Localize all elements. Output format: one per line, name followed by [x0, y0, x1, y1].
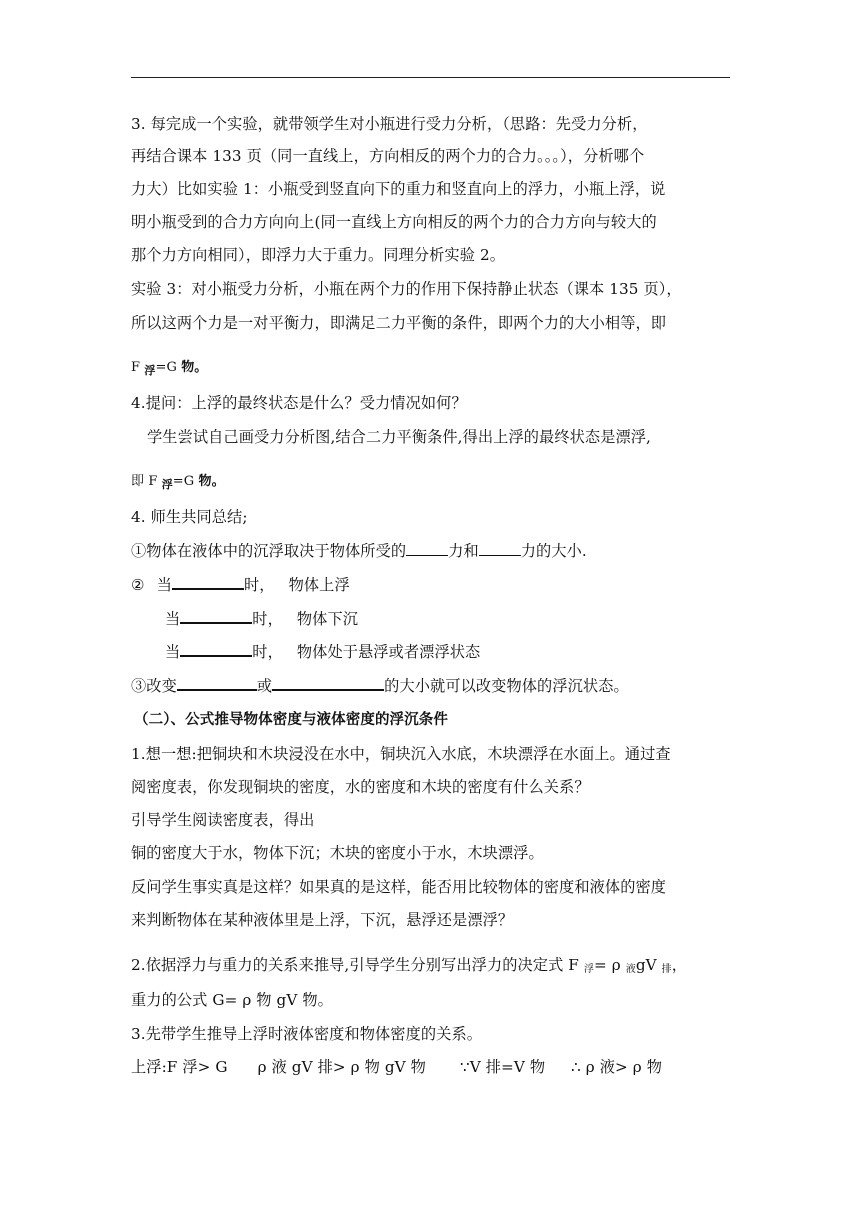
question-text: 当 — [165, 643, 181, 661]
formula-text: =G — [155, 360, 182, 375]
question-text: 的大小就可以改变物体的浮沉状态。 — [384, 677, 629, 695]
text-line: 4. 师生共同总结; — [131, 508, 248, 526]
text-line: 所以这两个力是一对平衡力，即满足二力平衡的条件，即两个力的大小相等，即 — [131, 314, 667, 332]
formula-line — [131, 472, 225, 495]
question-text: 当 — [165, 610, 181, 628]
subscript: 浮 — [583, 964, 594, 975]
answer-blank — [479, 541, 521, 556]
formula-text: ， — [671, 956, 688, 974]
text-line: 4.提问：上浮的最终状态是什么？受力情况如何？ — [131, 394, 467, 412]
formula-text: 。 — [194, 360, 208, 375]
formula-text: 物 — [198, 474, 212, 489]
text-line: 1.想一想:把铜块和木块浸没在水中，铜块沉入水底，木块漂浮在水面上。通过查 — [131, 745, 671, 763]
question-line — [131, 574, 350, 595]
answer-blank — [272, 675, 384, 691]
answer-blank — [180, 608, 252, 624]
answer-blank — [172, 574, 244, 590]
answer-blank — [406, 541, 448, 556]
formula-text: F — [131, 360, 145, 375]
text-line: 来判断物体在某种液体里是上浮，下沉，悬浮还是漂浮？ — [131, 911, 514, 929]
formula-text: ∵V 排=V 物 — [459, 1058, 546, 1076]
text-line: 力大）比如实验 1：小瓶受到竖直向下的重力和竖直向上的浮力，小瓶上浮，说 — [131, 180, 666, 198]
text-line: 阅密度表，你发现铜块的密度，水的密度和木块的密度有什么关系？ — [131, 778, 590, 796]
text-line: 再结合课本 133 页（同一直线上，方向相反的两个力的合力。。。），分析哪个 — [131, 147, 645, 165]
question-line — [165, 641, 480, 662]
formula-text: = ρ — [593, 956, 626, 974]
formula-text: 2.依据浮力与重力的关系来推导,引导学生分别写出浮力的决定式 F — [131, 956, 584, 974]
question-text: 时， — [252, 610, 283, 628]
text-line: 3. 每完成一个实验，就带领学生对小瓶进行受力分析，（思路：先受力分析， — [131, 115, 648, 133]
formula-line — [131, 358, 207, 381]
text-line: 3.先带学生推导上浮时液体密度和物体密度的关系。 — [131, 1025, 483, 1043]
text-line: 明小瓶受到的合力方向向上(同一直线上方向相反的两个力的合力方向与较大的 — [131, 213, 657, 231]
question-text: 时， — [244, 576, 275, 594]
text-line: 重力的公式 G= ρ 物 gV 物。 — [131, 991, 333, 1009]
formula-line — [131, 955, 687, 980]
question-text: 物体上浮 — [288, 576, 350, 594]
answer-blank — [177, 675, 257, 691]
text-line: 那个力方向相同），即浮力大于重力。同理分析实验 2。 — [131, 246, 505, 264]
question-text: 时， — [252, 643, 283, 661]
question-text: 力的大小. — [520, 542, 587, 560]
text-line: 铜的密度大于水，物体下沉；木块的密度小于水，木块漂浮。 — [131, 844, 544, 862]
question-line — [131, 675, 629, 696]
question-text: 或 — [256, 677, 273, 695]
subscript: 浮 — [161, 478, 173, 491]
text-line: 引导学生阅读密度表，得出 — [131, 811, 315, 829]
text-line: 实验 3：对小瓶受力分析，小瓶在两个力的作用下保持静止状态（课本 135 页）， — [131, 280, 682, 298]
answer-blank — [180, 641, 252, 657]
text-line: 反问学生事实真是这样？如果真的是这样，能否用比较物体的密度和液体的密度 — [131, 878, 667, 896]
formula-text: ρ 液 gV 排> ρ 物 gV 物 — [257, 1058, 426, 1076]
subscript: 液 — [625, 964, 636, 975]
question-text: ①物体在液体中的沉浮取决于物体所受的 — [131, 542, 407, 560]
formula-line — [131, 1057, 662, 1077]
header-rule — [131, 77, 730, 78]
subscript: 排 — [661, 964, 672, 975]
question-text: ③改变 — [131, 677, 177, 695]
question-text: 物体下沉 — [296, 610, 359, 628]
subscript: 浮 — [144, 364, 156, 377]
question-line — [131, 541, 587, 561]
question-line — [165, 608, 358, 629]
formula-text: ∴ ρ 液> ρ 物 — [571, 1058, 663, 1076]
formula-text: =G — [172, 474, 199, 489]
formula-text: 物 — [181, 360, 195, 375]
question-text: 力和 — [448, 542, 479, 560]
formula-text: 即 F — [131, 474, 162, 489]
question-text: 当 — [156, 576, 173, 594]
formula-text: 。 — [211, 474, 225, 489]
text-line: 学生尝试自己画受力分析图,结合二力平衡条件,得出上浮的最终状态是漂浮, — [147, 428, 651, 446]
question-text: 物体处于悬浮或者漂浮状态 — [296, 643, 481, 661]
item-number: ② — [131, 576, 145, 594]
section-heading: （二）、公式推导物体密度与液体密度的浮沉条件 — [134, 712, 448, 728]
formula-text: 上浮:F 浮> G — [131, 1058, 228, 1076]
formula-text: gV — [635, 956, 662, 974]
